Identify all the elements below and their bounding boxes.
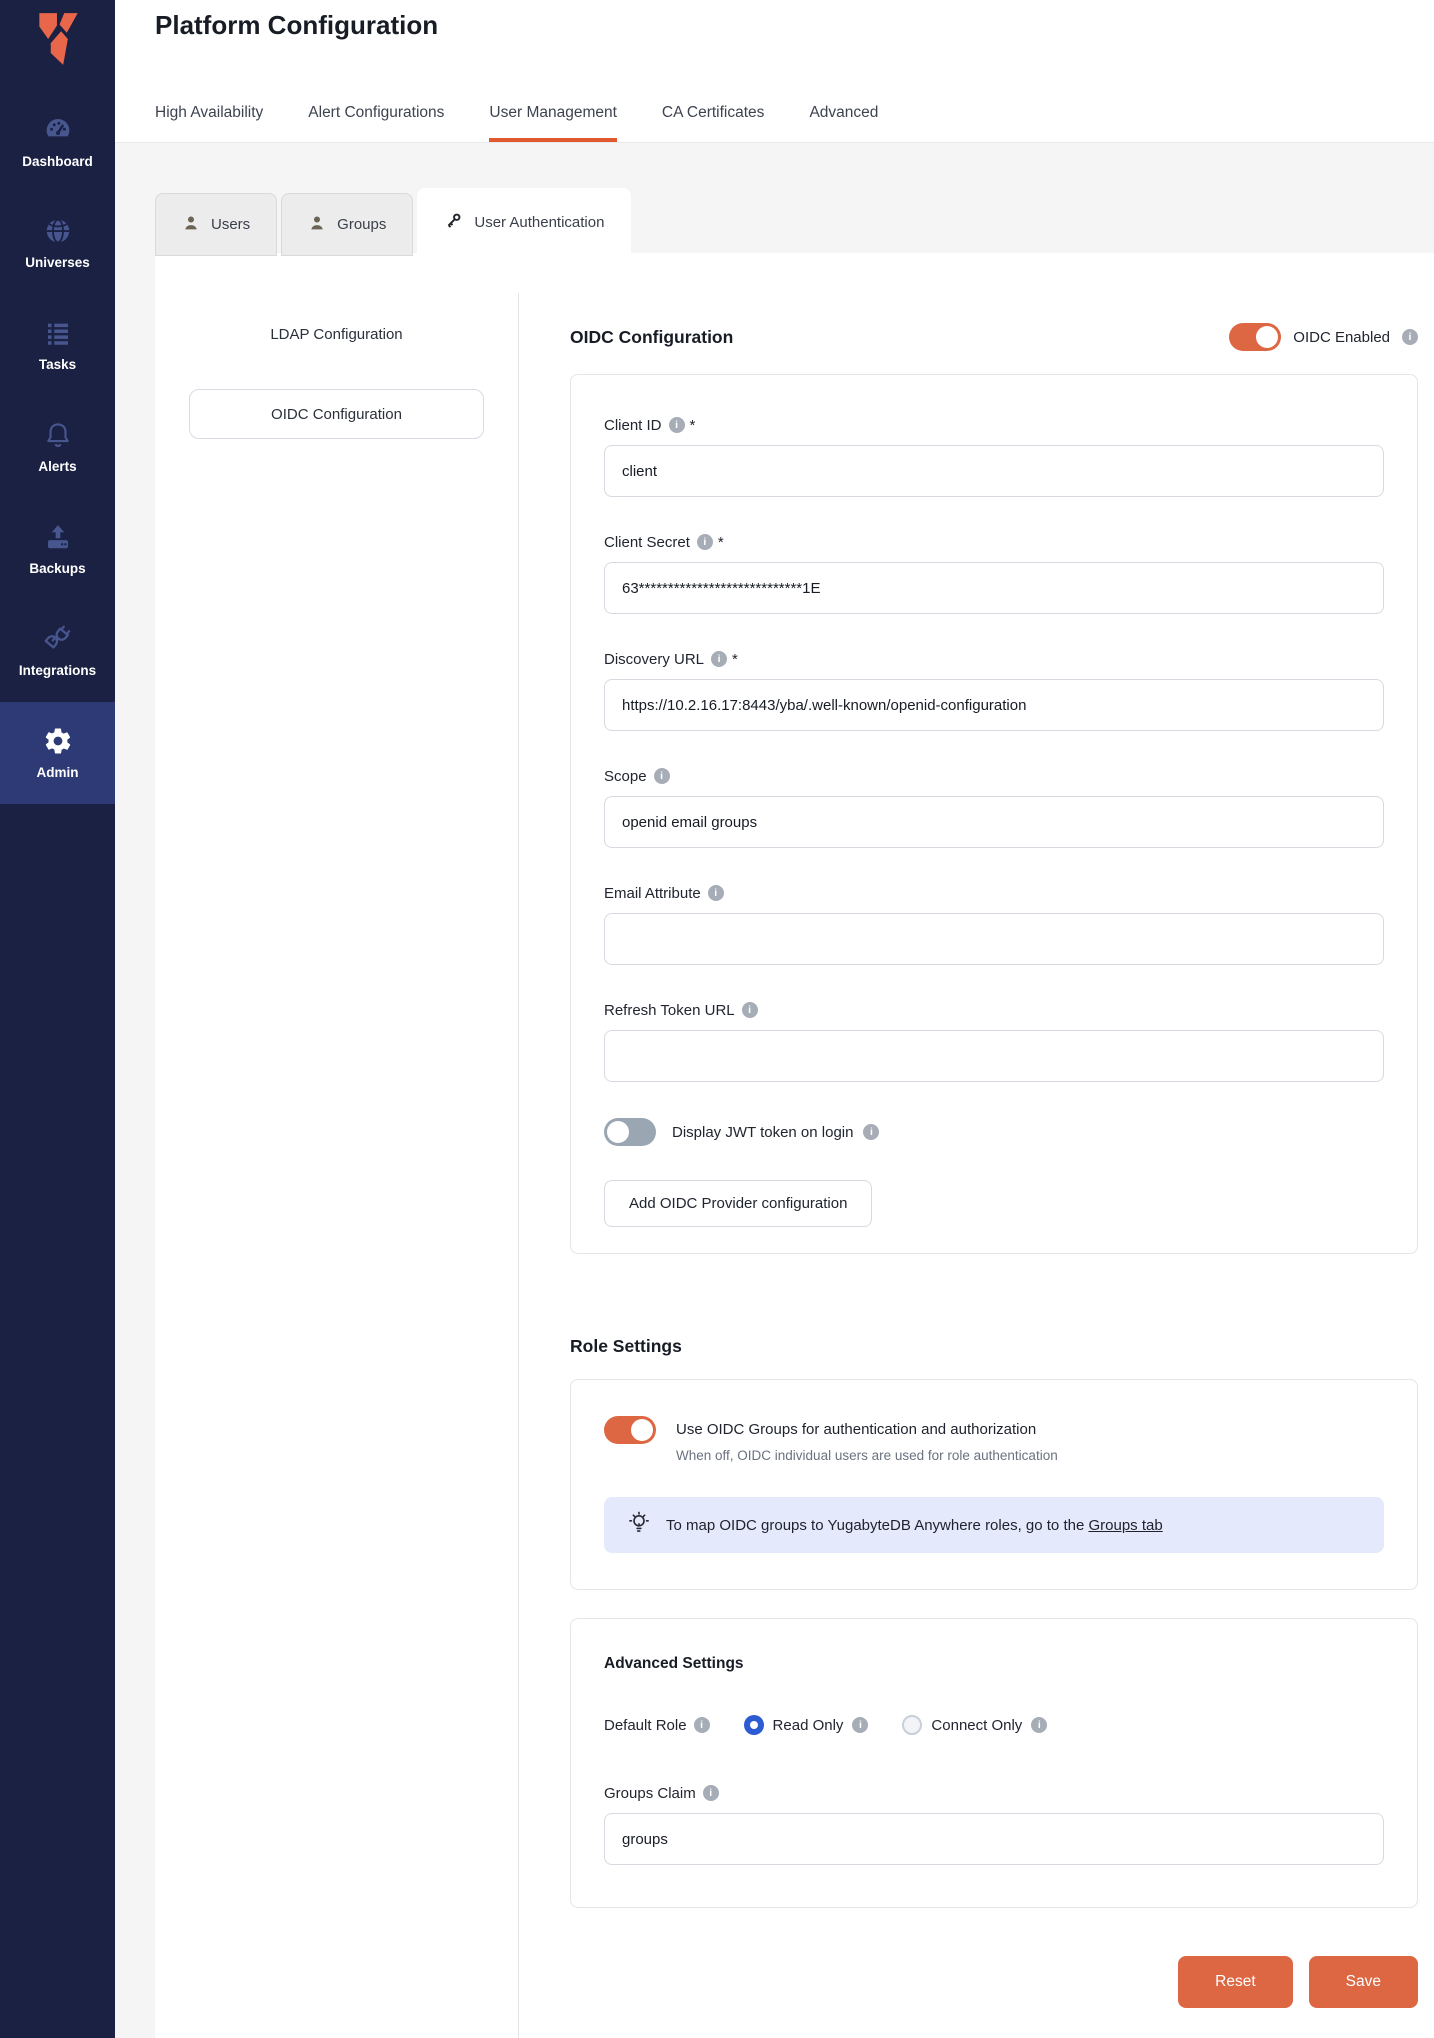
- required-marker: *: [689, 416, 696, 434]
- lightbulb-icon: [626, 1510, 652, 1540]
- oidc-form-column: [570, 253, 1418, 2028]
- required-marker: *: [717, 533, 724, 551]
- jwt-toggle-row: [604, 1118, 1384, 1146]
- connect-only-radio[interactable]: [902, 1715, 922, 1735]
- role-settings-heading: Role Settings: [570, 1336, 682, 1356]
- auth-config-nav: [155, 253, 518, 439]
- form-actions: [570, 1956, 1418, 2008]
- read-only-label: Read Only: [772, 1716, 844, 1734]
- sidebar-item-label: Tasks: [38, 357, 77, 372]
- field-label-text: Client Secret: [604, 533, 690, 551]
- sidebar-item-label: Integrations: [18, 663, 97, 678]
- field-label-text: Discovery URL: [604, 650, 705, 668]
- yugabyte-logo[interactable]: [0, 0, 115, 90]
- tab-groups[interactable]: [281, 193, 413, 256]
- oidc-groups-toggle-label: Use OIDC Groups for authentication and authorization: [676, 1421, 1037, 1438]
- sidebar-item-admin[interactable]: [0, 702, 115, 804]
- sidebar-item-label: Backups: [29, 561, 86, 576]
- user-icon: [308, 214, 326, 236]
- sidebar-item-integrations[interactable]: [0, 600, 115, 702]
- save-button[interactable]: Save: [1309, 1956, 1418, 2008]
- discovery-url-input[interactable]: [604, 679, 1384, 731]
- groups-claim-input[interactable]: [604, 1813, 1384, 1865]
- nav-ldap-configuration[interactable]: LDAP Configuration: [270, 325, 403, 343]
- gear-icon: [43, 726, 73, 756]
- client-secret-field: [604, 532, 1384, 614]
- page-title: Platform Configuration: [155, 10, 439, 40]
- info-icon[interactable]: [669, 417, 685, 433]
- oidc-groups-toggle-subtext: When off, OIDC individual users are used for role authentication: [676, 1448, 1058, 1463]
- email-attribute-input[interactable]: [604, 913, 1384, 965]
- sub-tabs: [155, 188, 631, 256]
- tab-user-authentication[interactable]: [417, 188, 631, 256]
- add-oidc-provider-button[interactable]: Add OIDC Provider configuration: [604, 1180, 872, 1227]
- connect-only-label: Connect Only: [931, 1716, 1023, 1734]
- header: [115, 0, 1434, 143]
- info-icon[interactable]: [863, 1124, 879, 1140]
- refresh-token-url-label: [604, 1000, 1384, 1020]
- client-secret-input[interactable]: [604, 562, 1384, 614]
- tab-high-availability[interactable]: High Availability: [155, 104, 264, 121]
- sidebar-item-backups[interactable]: [0, 498, 115, 600]
- client-secret-label: [604, 532, 1384, 552]
- info-icon[interactable]: [703, 1785, 719, 1801]
- oidc-groups-toggle-text: [676, 1416, 1058, 1463]
- groups-tab-link[interactable]: Groups tab: [1088, 1516, 1163, 1534]
- advanced-settings-card: [570, 1618, 1418, 1908]
- display-jwt-label: Display JWT token on login: [672, 1123, 854, 1141]
- sidebar-item-tasks[interactable]: [0, 294, 115, 396]
- display-jwt-toggle[interactable]: [604, 1118, 656, 1146]
- sidebar-item-alerts[interactable]: [0, 396, 115, 498]
- field-label-text: Refresh Token URL: [604, 1001, 735, 1019]
- groups-claim-field: [604, 1783, 1384, 1865]
- groups-claim-label: [604, 1783, 1384, 1803]
- sidebar-item-label: Dashboard: [22, 154, 93, 169]
- field-label-text: Scope: [604, 767, 647, 785]
- info-icon[interactable]: [711, 651, 727, 667]
- email-attribute-field: [604, 883, 1384, 965]
- client-id-label: [604, 415, 1384, 435]
- connect-only-option[interactable]: [902, 1715, 1047, 1735]
- refresh-token-url-field: [604, 1000, 1384, 1082]
- field-label-text: Client ID: [604, 416, 662, 434]
- sidebar-item-label: Universes: [25, 255, 90, 270]
- sidebar-item-universes[interactable]: [0, 192, 115, 294]
- banner-text: [666, 1517, 1163, 1534]
- tab-advanced[interactable]: Advanced: [809, 104, 879, 121]
- info-icon[interactable]: [697, 534, 713, 550]
- info-icon[interactable]: [852, 1717, 868, 1733]
- refresh-token-url-input[interactable]: [604, 1030, 1384, 1082]
- info-icon[interactable]: [694, 1717, 710, 1733]
- discovery-url-label: [604, 649, 1384, 669]
- tab-user-management[interactable]: User Management: [489, 104, 617, 142]
- bell-icon: [43, 420, 73, 450]
- read-only-radio[interactable]: [744, 1715, 764, 1735]
- required-marker: *: [732, 650, 738, 668]
- oidc-config-card: [570, 374, 1418, 1254]
- vertical-divider: [518, 293, 519, 2038]
- subtab-label: Users: [211, 216, 251, 233]
- scope-field: [604, 766, 1384, 848]
- yugabyte-logo-icon: [32, 11, 84, 69]
- user-icon: [182, 214, 200, 236]
- client-id-field: [604, 415, 1384, 497]
- info-icon[interactable]: [708, 885, 724, 901]
- globe-icon: [43, 216, 73, 246]
- tab-ca-certificates[interactable]: CA Certificates: [661, 104, 765, 121]
- scope-input[interactable]: [604, 796, 1384, 848]
- top-tabs: [155, 104, 878, 142]
- sidebar: [0, 0, 115, 2038]
- info-icon[interactable]: [1031, 1717, 1047, 1733]
- reset-button[interactable]: Reset: [1178, 1956, 1293, 2008]
- content-area: [115, 143, 1434, 2038]
- oidc-configuration-heading: OIDC Configuration: [570, 326, 734, 347]
- user-authentication-panel: [155, 253, 1434, 2038]
- oidc-enabled-control: [1229, 323, 1418, 351]
- field-label-text: Groups Claim: [604, 1784, 696, 1802]
- plug-icon: [43, 624, 73, 654]
- discovery-url-field: [604, 649, 1384, 731]
- info-icon[interactable]: [1402, 329, 1418, 345]
- nav-oidc-configuration[interactable]: OIDC Configuration: [189, 389, 484, 439]
- read-only-option[interactable]: [744, 1715, 869, 1735]
- oidc-section-head: [570, 323, 1418, 351]
- client-id-input[interactable]: [604, 445, 1384, 497]
- default-role-row: [604, 1715, 1384, 1735]
- field-label-text: Email Attribute: [604, 884, 701, 902]
- subtab-label: User Authentication: [474, 213, 605, 231]
- groups-mapping-banner: [604, 1497, 1384, 1553]
- default-role-label-wrap: [604, 1717, 710, 1734]
- oidc-groups-toggle-row: [604, 1416, 1384, 1463]
- tab-users[interactable]: [155, 193, 277, 256]
- default-role-label: Default Role: [604, 1716, 687, 1734]
- email-attribute-label: [604, 883, 1384, 903]
- sidebar-item-label: Alerts: [38, 459, 77, 474]
- info-icon[interactable]: [742, 1002, 758, 1018]
- gauge-icon: [42, 113, 74, 145]
- subtab-label: Groups: [337, 216, 387, 233]
- role-settings-card: [570, 1379, 1418, 1590]
- use-oidc-groups-toggle[interactable]: [604, 1416, 656, 1444]
- sidebar-item-dashboard[interactable]: [0, 90, 115, 192]
- scope-label: [604, 766, 1384, 786]
- backup-icon: [43, 522, 73, 552]
- oidc-enabled-toggle[interactable]: [1229, 323, 1281, 351]
- advanced-settings-heading: Advanced Settings: [604, 1655, 744, 1672]
- tab-alert-configurations[interactable]: Alert Configurations: [308, 104, 445, 121]
- banner-text-main: To map OIDC groups to YugabyteDB Anywhere roles, go to the: [666, 1516, 1089, 1534]
- key-icon: [444, 211, 463, 234]
- info-icon[interactable]: [654, 768, 670, 784]
- sidebar-item-label: Admin: [36, 765, 79, 780]
- oidc-enabled-label: OIDC Enabled: [1293, 328, 1390, 346]
- list-icon: [43, 318, 73, 348]
